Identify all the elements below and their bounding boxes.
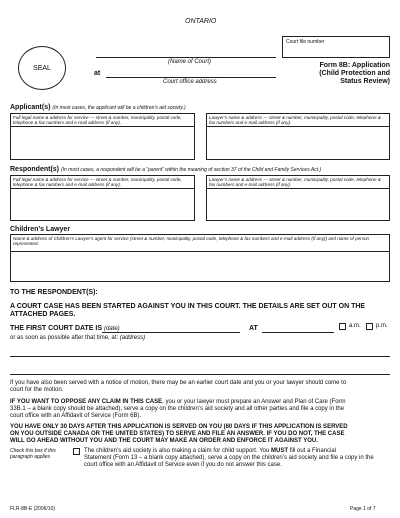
respondents-heading: Respondent(s) — [10, 166, 59, 173]
check-box-note — [10, 448, 70, 460]
am-label: a.m. — [349, 323, 361, 329]
child-support-checkbox[interactable] — [73, 448, 80, 455]
as-soon-as-possible-label: or as soon as possible after that time, at: — [10, 335, 119, 341]
court-case-notice-line1: A COURT CASE HAS BEEN STARTED AGAINST YOU IN THIS COURT. THE DETAILS ARE SET OUT ON THE — [10, 303, 366, 310]
first-court-time-line[interactable] — [262, 332, 334, 333]
first-court-date-label: THE FIRST COURT DATE IS — [10, 325, 103, 332]
applicants-note: (In most cases, the applicant will be a children’s aid society.) — [52, 105, 186, 111]
oppose-claim-line3: court office with an Affidavit of Service (Form 6B). — [10, 413, 142, 419]
respondent-details-caption: Full legal name & address for service — street & number, municipality, postal code, telephone & fax numbers and e-mail address (if any). — [13, 177, 182, 188]
thirty-days-warning-line1: YOU HAVE ONLY 30 DAYS AFTER THIS APPLICATION IS SERVED ON YOU (60 DAYS IF THIS APPLICATION IS SERVED — [10, 424, 348, 430]
form-title-line3: Status Review) — [340, 78, 390, 85]
respondent-lawyer-field[interactable] — [206, 175, 390, 221]
at-label: at — [94, 70, 101, 77]
applicant-details-caption: Full legal name & address for service — street & number, municipality, postal code, telephone & fax numbers and e-mail address (if any). — [13, 115, 182, 126]
respondent-lawyer-caption: Lawyer’s name & address — street & number, municipality, postal code, telephone & fax numbers and e-mail address (if any). — [209, 177, 381, 188]
thirty-days-warning-line3: WILL GO AHEAD WITHOUT YOU AND THE COURT MAY MAKE AN ORDER AND ENFORCE IT AGAINST YOU. — [10, 438, 318, 444]
respondent-divider — [10, 188, 195, 189]
child-support-line1b: fill out a Financial — [289, 448, 337, 454]
am-checkbox[interactable] — [339, 323, 346, 330]
check-box-note-line1: Check this box if this — [10, 448, 56, 454]
court-case-notice — [10, 303, 395, 319]
applicant-details-field[interactable] — [10, 113, 195, 160]
court-address-field-line1[interactable] — [10, 356, 390, 357]
childrens-lawyer-field[interactable] — [10, 234, 390, 282]
notice-of-motion-paragraph — [10, 380, 395, 394]
oppose-claim-heading: IF YOU WANT TO OPPOSE ANY CLAIM IN THIS CASE — [10, 399, 163, 405]
court-case-notice-line2: ATTACHED PAGES. — [10, 311, 76, 318]
applicant-divider — [10, 126, 195, 127]
applicant-lawyer-divider — [206, 126, 390, 127]
court-address-field-line2[interactable] — [10, 374, 390, 375]
child-support-line1a: The children’s aid society is also making a claim for child support. You — [84, 448, 270, 454]
respondents-heading-row — [10, 166, 395, 174]
pm-checkbox[interactable] — [366, 323, 373, 330]
applicants-heading: Applicant(s) — [10, 104, 51, 111]
court-address-line[interactable] — [106, 77, 276, 78]
oppose-claim-paragraph — [10, 399, 395, 420]
pm-label: p.m. — [376, 323, 388, 329]
court-name-caption: (Name of Court) — [168, 59, 212, 65]
applicant-lawyer-caption: Lawyer’s name & address — street & number, municipality, postal code, telephone & fax numbers and e-mail address (if any). — [209, 115, 381, 126]
child-support-paragraph — [84, 448, 394, 469]
child-support-must: MUST — [271, 448, 288, 454]
form-title — [286, 62, 390, 86]
oppose-claim-line2: 33B.1 – a blank copy should be attached), serve a copy on the children’s aid society and all other parties and file a copy in the — [10, 406, 345, 412]
court-name-line[interactable] — [96, 57, 276, 58]
childrens-lawyer-divider — [10, 251, 390, 252]
respondent-lawyer-divider — [206, 188, 390, 189]
court-seal — [18, 46, 66, 90]
notice-of-motion-line2: court for the motion. — [10, 387, 64, 393]
thirty-days-warning — [10, 424, 395, 445]
respondent-details-field[interactable] — [10, 175, 195, 221]
applicant-lawyer-field[interactable] — [206, 113, 390, 160]
province-label: ONTARIO — [185, 18, 217, 25]
form-title-line1: Form 8B: Application — [319, 62, 390, 69]
address-caption: (address) — [119, 335, 146, 341]
date-caption: (date) — [104, 326, 120, 332]
childrens-lawyer-heading: Children’s Lawyer — [10, 226, 71, 233]
as-soon-as-possible-text — [10, 335, 145, 342]
first-court-date-line[interactable] — [102, 332, 240, 333]
court-file-number-label: Court file number — [286, 39, 325, 45]
thirty-days-warning-line2: ON YOU OUTSIDE CANADA OR THE UNITED STATES) TO SERVE AND FILE AN ANSWER. IF YOU DO NOT, THE CASE — [10, 431, 345, 437]
seal-label: SEAL — [33, 64, 51, 72]
form-title-line2: (Child Protection and — [319, 70, 390, 77]
form-id: FLR-8B-E (2006/10) — [10, 506, 56, 512]
respondents-note: (In most cases, a respondent will be a “parent” within the meaning of section 37 of the Child and Family Services Act.) — [60, 167, 322, 173]
at-caps-label: AT — [249, 325, 258, 332]
oppose-claim-line1: , you or your lawyer must prepare an Answer and Plan of Care (Form — [162, 399, 346, 405]
child-support-line3: court office with an Affidavit of Service even if you do not answer this case. — [84, 462, 282, 468]
to-respondents-heading: TO THE RESPONDENT(S): — [10, 289, 98, 296]
court-address-caption: Court office address — [163, 79, 217, 85]
check-box-note-line2: paragraph applies — [10, 454, 51, 460]
childrens-lawyer-caption: Name & address of Children’s Lawyer’s agent for service (street & number, municipality, postal code, telephone & fax numbers and e-mail address (if any)) and name of person represented. — [13, 236, 370, 247]
notice-of-motion-line1: If you have also been served with a notice of motion, there may be an earlier court date and you or your lawyer should come to — [10, 380, 347, 386]
court-file-number-field[interactable] — [282, 36, 390, 58]
child-support-line2: Statement (Form 13 – a blank copy attached), serve a copy on the children’s aid society and file a copy in the — [84, 455, 374, 461]
applicants-heading-row — [10, 104, 395, 112]
page-number: Page 1 of 7 — [350, 506, 376, 512]
